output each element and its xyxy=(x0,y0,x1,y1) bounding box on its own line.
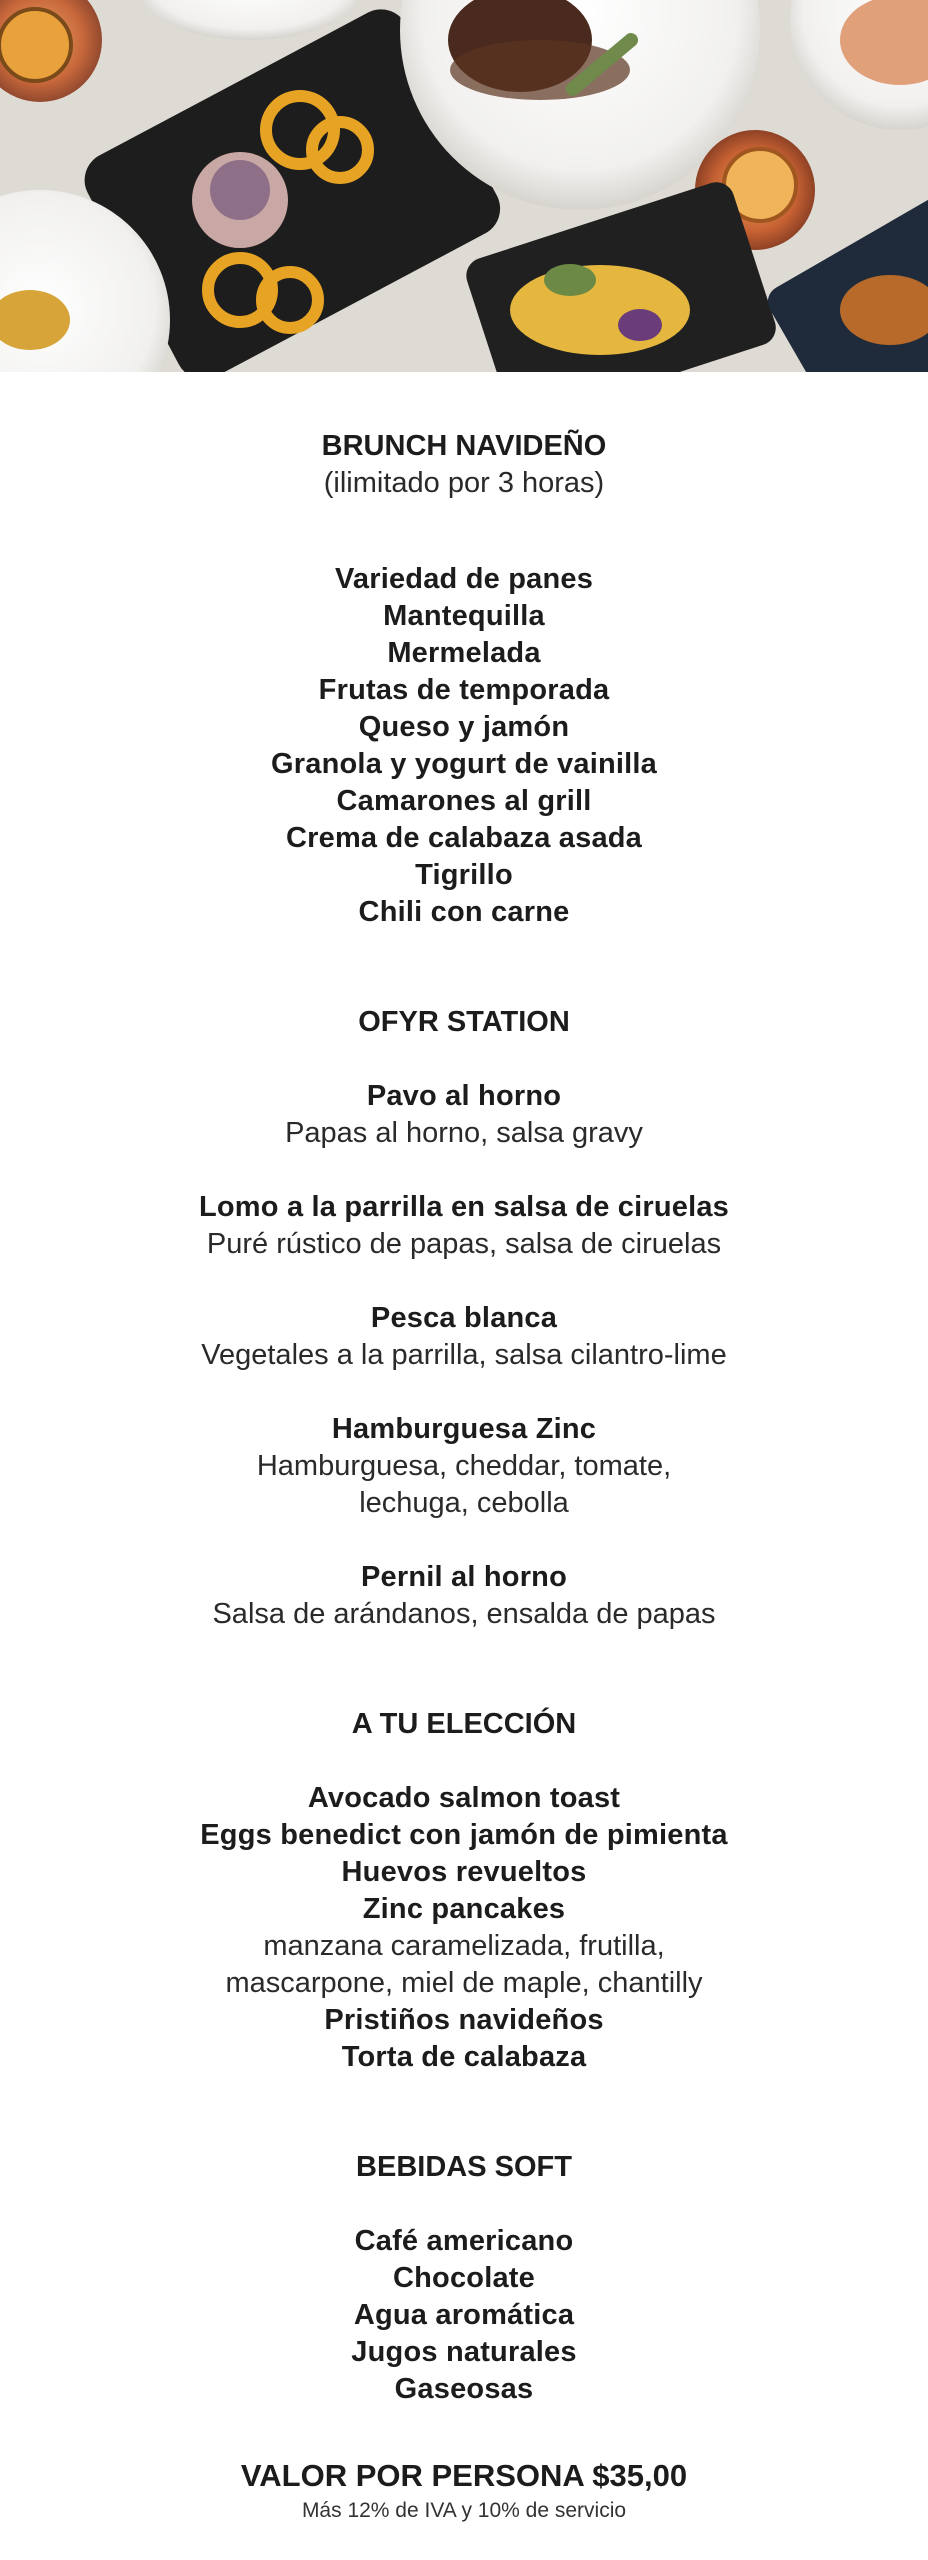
brunch-item: Variedad de panes xyxy=(334,563,594,595)
bebidas-item: Agua aromática xyxy=(353,2299,575,2331)
brunch-item: Mantequilla xyxy=(383,600,545,632)
brunch-item: Queso y jamón xyxy=(358,711,570,743)
eleccion-title: A TU ELECCIÓN xyxy=(351,1708,577,1740)
pancakes-desc: mascarpone, miel de maple, chantilly xyxy=(225,1967,703,1999)
eleccion-item: Zinc pancakes xyxy=(362,1893,566,1925)
bebidas-item: Jugos naturales xyxy=(351,2336,577,2368)
brunch-item: Chili con carne xyxy=(358,896,570,928)
ofyr-dish-desc: Vegetales a la parrilla, salsa cilantro-lime xyxy=(201,1339,727,1371)
bebidas-item: Café americano xyxy=(354,2225,574,2257)
ofyr-dish-name: Pavo al horno xyxy=(366,1080,562,1112)
bebidas-item: Chocolate xyxy=(393,2262,535,2294)
brunch-title: BRUNCH NAVIDEÑO xyxy=(321,430,607,462)
eleccion-item: Pristiños navideños xyxy=(324,2004,604,2036)
ofyr-title: OFYR STATION xyxy=(358,1006,570,1038)
brunch-dishes-photo xyxy=(0,0,928,372)
brunch-item: Frutas de temporada xyxy=(318,674,610,706)
pancakes-desc: manzana caramelizada, frutilla, xyxy=(263,1930,665,1962)
ofyr-dish-desc: Salsa de arándanos, ensalda de papas xyxy=(212,1598,716,1630)
ofyr-dish-name: Pernil al horno xyxy=(360,1561,568,1593)
bebidas-title: BEBIDAS SOFT xyxy=(356,2151,572,2183)
brunch-item: Crema de calabaza asada xyxy=(285,822,643,854)
tax-note: Más 12% de IVA y 10% de servicio xyxy=(301,2499,627,2522)
brunch-item: Granola y yogurt de vainilla xyxy=(271,748,657,780)
bebidas-item: Gaseosas xyxy=(394,2373,534,2405)
ofyr-dish-name: Hamburguesa Zinc xyxy=(331,1413,597,1445)
ofyr-dish-name: Pesca blanca xyxy=(370,1302,558,1334)
menu-content xyxy=(0,428,928,2526)
eleccion-item: Eggs benedict con jamón de pimienta xyxy=(200,1819,728,1851)
brunch-subtitle: (ilimitado por 3 horas) xyxy=(323,467,605,499)
ofyr-dish-desc: Hamburguesa, cheddar, tomate, xyxy=(256,1450,672,1482)
ofyr-dish-name: Lomo a la parrilla en salsa de ciruelas xyxy=(198,1191,730,1223)
brunch-item: Tigrillo xyxy=(415,859,513,891)
ofyr-dish-desc: Puré rústico de papas, salsa de ciruelas xyxy=(206,1228,722,1260)
brunch-item: Camarones al grill xyxy=(336,785,592,817)
ofyr-dish-desc: Papas al horno, salsa gravy xyxy=(285,1117,643,1149)
ofyr-dish-desc: lechuga, cebolla xyxy=(359,1487,569,1519)
eleccion-item: Huevos revueltos xyxy=(341,1856,587,1888)
eleccion-item: Torta de calabaza xyxy=(341,2041,587,2073)
eleccion-item: Avocado salmon toast xyxy=(307,1782,621,1814)
brunch-item: Mermelada xyxy=(387,637,541,669)
price-per-person: VALOR POR PERSONA $35,00 xyxy=(240,2458,688,2493)
hero-photo xyxy=(0,0,928,372)
